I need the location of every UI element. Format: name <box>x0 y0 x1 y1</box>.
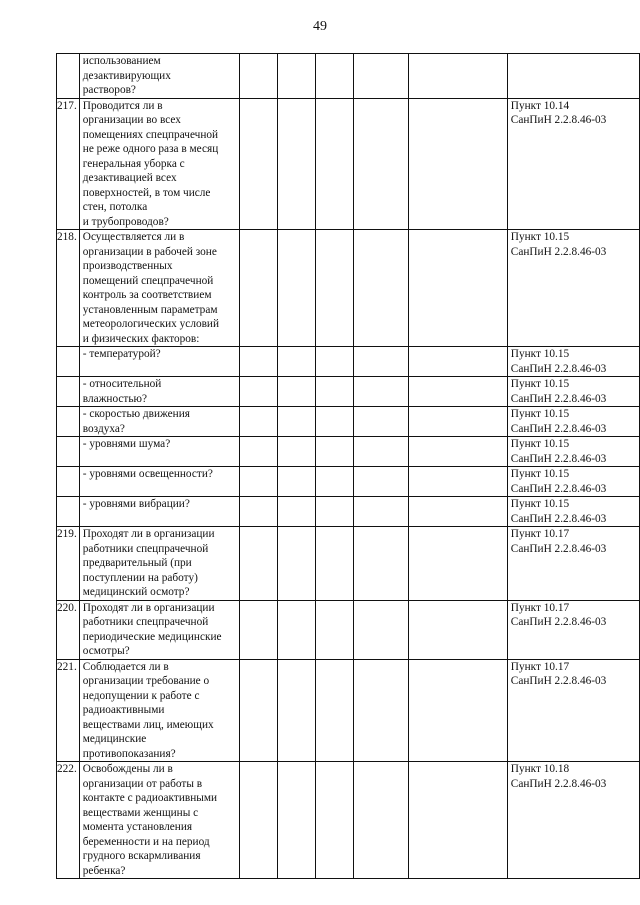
reference-line: СанПиН 2.2.8.46-03 <box>510 114 607 126</box>
note-cell <box>353 527 408 601</box>
reference-line: Пункт 10.18 <box>510 763 570 775</box>
question-line: - относительной <box>82 378 162 390</box>
note-cell <box>353 347 408 377</box>
evidence-cell <box>408 497 507 527</box>
reference-line: СанПиН 2.2.8.46-03 <box>510 616 607 628</box>
question-line: - уровнями вибрации? <box>82 498 190 510</box>
reference-line: Пункт 10.15 <box>510 438 570 450</box>
question-line: поступлении на работу) <box>82 571 198 584</box>
answer-cell-na <box>315 407 353 437</box>
reference-cell <box>507 497 639 527</box>
row-number <box>57 497 80 527</box>
question-line: помещений спецпрачечной <box>82 274 214 287</box>
answer-cell-na <box>315 659 353 762</box>
answer-cell-na <box>315 762 353 879</box>
question-line: установленным параметрам <box>82 303 218 316</box>
question-line: работники спецпрачечной <box>82 542 209 555</box>
evidence-cell <box>408 659 507 762</box>
evidence-cell <box>408 467 507 497</box>
reference-line: Пункт 10.15 <box>510 378 570 390</box>
reference-cell <box>507 230 639 347</box>
table-row <box>57 600 640 659</box>
row-number <box>57 437 80 467</box>
note-cell <box>353 467 408 497</box>
row-number <box>57 377 80 407</box>
answer-cell-no <box>277 762 315 879</box>
row-number: 218. <box>57 230 80 347</box>
note-cell <box>353 762 408 879</box>
table-row <box>57 407 640 437</box>
answer-cell-no <box>277 230 315 347</box>
answer-cell-yes <box>239 347 277 377</box>
question-line: использованием <box>82 55 161 67</box>
answer-cell-na <box>315 437 353 467</box>
answer-cell-yes <box>239 762 277 879</box>
answer-cell-na <box>315 467 353 497</box>
note-cell <box>353 377 408 407</box>
answer-cell-no <box>277 407 315 437</box>
question-line: производственных <box>82 260 173 272</box>
table-row <box>57 230 640 347</box>
question-line: момента установления <box>82 821 193 833</box>
question-cell <box>79 407 239 437</box>
question-line: Проводится ли в <box>82 99 163 112</box>
evidence-cell <box>408 377 507 407</box>
question-line: медицинский осмотр? <box>82 586 190 598</box>
question-line: Проходят ли в организации <box>82 601 215 614</box>
table-row <box>57 54 640 99</box>
answer-cell-na <box>315 98 353 230</box>
answer-cell-no <box>277 377 315 407</box>
evidence-cell <box>408 600 507 659</box>
reference-line: СанПиН 2.2.8.46-03 <box>510 245 607 258</box>
reference-cell <box>507 527 639 601</box>
question-cell <box>79 659 239 762</box>
answer-cell-na <box>315 54 353 99</box>
reference-cell <box>507 600 639 659</box>
answer-cell-no <box>277 437 315 467</box>
table-row <box>57 497 640 527</box>
reference-line: СанПиН 2.2.8.46-03 <box>510 482 607 495</box>
question-line: не реже одного раза в месяц <box>82 143 219 155</box>
question-line: организации во всех <box>82 114 181 126</box>
answer-cell-no <box>277 600 315 659</box>
answer-cell-yes <box>239 437 277 467</box>
answer-cell-yes <box>239 377 277 407</box>
question-line: растворов? <box>82 84 136 96</box>
question-line: и трубопроводов? <box>82 215 169 228</box>
question-line: помещениях спецпрачечной <box>82 128 219 141</box>
question-line: Осуществляется ли в <box>82 231 185 243</box>
question-line: организации в рабочей зоне <box>82 245 217 258</box>
evidence-cell <box>408 437 507 467</box>
reference-line: Пункт 10.17 <box>510 660 570 673</box>
question-line: Соблюдается ли в <box>82 660 169 673</box>
row-number: 221. <box>57 659 80 762</box>
reference-line: Пункт 10.17 <box>510 601 570 614</box>
answer-cell-na <box>315 377 353 407</box>
question-cell <box>79 497 239 527</box>
question-line: ребенка? <box>82 864 126 877</box>
question-cell <box>79 527 239 601</box>
answer-cell-yes <box>239 659 277 762</box>
note-cell <box>353 497 408 527</box>
reference-line: СанПиН 2.2.8.46-03 <box>510 675 607 687</box>
question-line: и физических факторов: <box>82 332 200 345</box>
table-row <box>57 762 640 879</box>
answer-cell-na <box>315 497 353 527</box>
question-line: противопоказания? <box>82 747 176 760</box>
reference-line: СанПиН 2.2.8.46-03 <box>510 777 607 790</box>
answer-cell-na <box>315 600 353 659</box>
question-line: периодические медицинские <box>82 630 222 643</box>
table-row <box>57 527 640 601</box>
page-number: 49 <box>313 19 327 34</box>
row-number: 217. <box>57 98 80 230</box>
note-cell <box>353 230 408 347</box>
reference-cell <box>507 437 639 467</box>
evidence-cell <box>408 527 507 601</box>
question-line: беременности и на период <box>82 835 210 848</box>
table-row <box>57 98 640 230</box>
answer-cell-yes <box>239 600 277 659</box>
question-line: генеральная уборка с <box>82 157 185 170</box>
checklist-table <box>56 53 640 879</box>
reference-cell <box>507 467 639 497</box>
question-line: работники спецпрачечной <box>82 616 209 628</box>
answer-cell-no <box>277 527 315 601</box>
table-row <box>57 659 640 762</box>
answer-cell-yes <box>239 407 277 437</box>
table-row <box>57 347 640 377</box>
answer-cell-na <box>315 347 353 377</box>
question-line: стен, потолка <box>82 201 148 213</box>
question-cell <box>79 98 239 230</box>
reference-cell <box>507 407 639 437</box>
question-cell <box>79 54 239 99</box>
note-cell <box>353 437 408 467</box>
row-number <box>57 467 80 497</box>
question-line: недопущении к работе с <box>82 689 200 702</box>
answer-cell-no <box>277 347 315 377</box>
question-line: поверхностей, в том числе <box>82 186 211 199</box>
question-line: контакте с радиоактивными <box>82 792 218 804</box>
evidence-cell <box>408 54 507 99</box>
answer-cell-no <box>277 54 315 99</box>
note-cell <box>353 98 408 230</box>
question-cell <box>79 762 239 879</box>
answer-cell-no <box>277 659 315 762</box>
answer-cell-no <box>277 467 315 497</box>
reference-line: СанПиН 2.2.8.46-03 <box>510 512 607 525</box>
question-line: воздуха? <box>82 422 125 435</box>
question-line: медицинские <box>82 733 147 745</box>
evidence-cell <box>408 407 507 437</box>
evidence-cell <box>408 347 507 377</box>
reference-cell <box>507 377 639 407</box>
question-line: - уровнями шума? <box>82 438 171 450</box>
reference-line: Пункт 10.15 <box>510 498 570 510</box>
question-line: грудного вскармливания <box>82 850 201 862</box>
question-line: контроль за соответствием <box>82 289 212 301</box>
question-line: осмотры? <box>82 645 130 657</box>
question-line: радиоактивными <box>82 704 165 716</box>
reference-line: СанПиН 2.2.8.46-03 <box>510 542 607 555</box>
reference-line: Пункт 10.15 <box>510 231 570 243</box>
question-line: веществами лиц, имеющих <box>82 718 214 731</box>
reference-line: Пункт 10.15 <box>510 348 570 360</box>
question-line: - скоростью движения <box>82 408 190 420</box>
question-cell <box>79 230 239 347</box>
row-number: 222. <box>57 762 80 879</box>
question-line: организации от работы в <box>82 777 203 790</box>
question-line: предварительный (при <box>82 557 192 569</box>
reference-cell <box>507 98 639 230</box>
question-line: - температурой? <box>82 348 161 360</box>
answer-cell-na <box>315 527 353 601</box>
reference-line: Пункт 10.14 <box>510 99 570 112</box>
row-number <box>57 347 80 377</box>
table-row <box>57 437 640 467</box>
reference-line: СанПиН 2.2.8.46-03 <box>510 452 607 465</box>
row-number: 219. <box>57 527 80 601</box>
note-cell <box>353 600 408 659</box>
reference-cell <box>507 762 639 879</box>
question-line: влажностью? <box>82 392 147 405</box>
question-cell <box>79 600 239 659</box>
answer-cell-na <box>315 230 353 347</box>
question-line: организации требование о <box>82 675 210 687</box>
answer-cell-yes <box>239 467 277 497</box>
table-row <box>57 377 640 407</box>
reference-cell <box>507 347 639 377</box>
answer-cell-yes <box>239 527 277 601</box>
question-cell <box>79 377 239 407</box>
reference-line: СанПиН 2.2.8.46-03 <box>510 362 607 375</box>
question-line: дезактивацией всех <box>82 172 177 184</box>
question-cell <box>79 437 239 467</box>
note-cell <box>353 659 408 762</box>
answer-cell-yes <box>239 230 277 347</box>
question-cell <box>79 347 239 377</box>
reference-line: СанПиН 2.2.8.46-03 <box>510 422 607 435</box>
evidence-cell <box>408 762 507 879</box>
answer-cell-yes <box>239 497 277 527</box>
row-number <box>57 407 80 437</box>
reference-cell <box>507 54 639 99</box>
question-line: Освобождены ли в <box>82 763 173 775</box>
reference-cell <box>507 659 639 762</box>
answer-cell-yes <box>239 98 277 230</box>
question-line: Проходят ли в организации <box>82 528 215 540</box>
note-cell <box>353 54 408 99</box>
evidence-cell <box>408 230 507 347</box>
reference-line: Пункт 10.15 <box>510 468 570 480</box>
reference-line: Пункт 10.17 <box>510 528 570 540</box>
evidence-cell <box>408 98 507 230</box>
note-cell <box>353 407 408 437</box>
table-row <box>57 467 640 497</box>
answer-cell-no <box>277 98 315 230</box>
question-line: - уровнями освещенности? <box>82 468 213 480</box>
answer-cell-yes <box>239 54 277 99</box>
question-line: метеорологических условий <box>82 318 220 330</box>
row-number: 220. <box>57 600 80 659</box>
question-line: дезактивирующих <box>82 69 171 82</box>
answer-cell-no <box>277 497 315 527</box>
question-line: веществами женщины с <box>82 806 199 819</box>
reference-line: Пункт 10.15 <box>510 408 570 420</box>
row-number <box>57 54 80 99</box>
reference-line: СанПиН 2.2.8.46-03 <box>510 392 607 405</box>
question-cell <box>79 467 239 497</box>
